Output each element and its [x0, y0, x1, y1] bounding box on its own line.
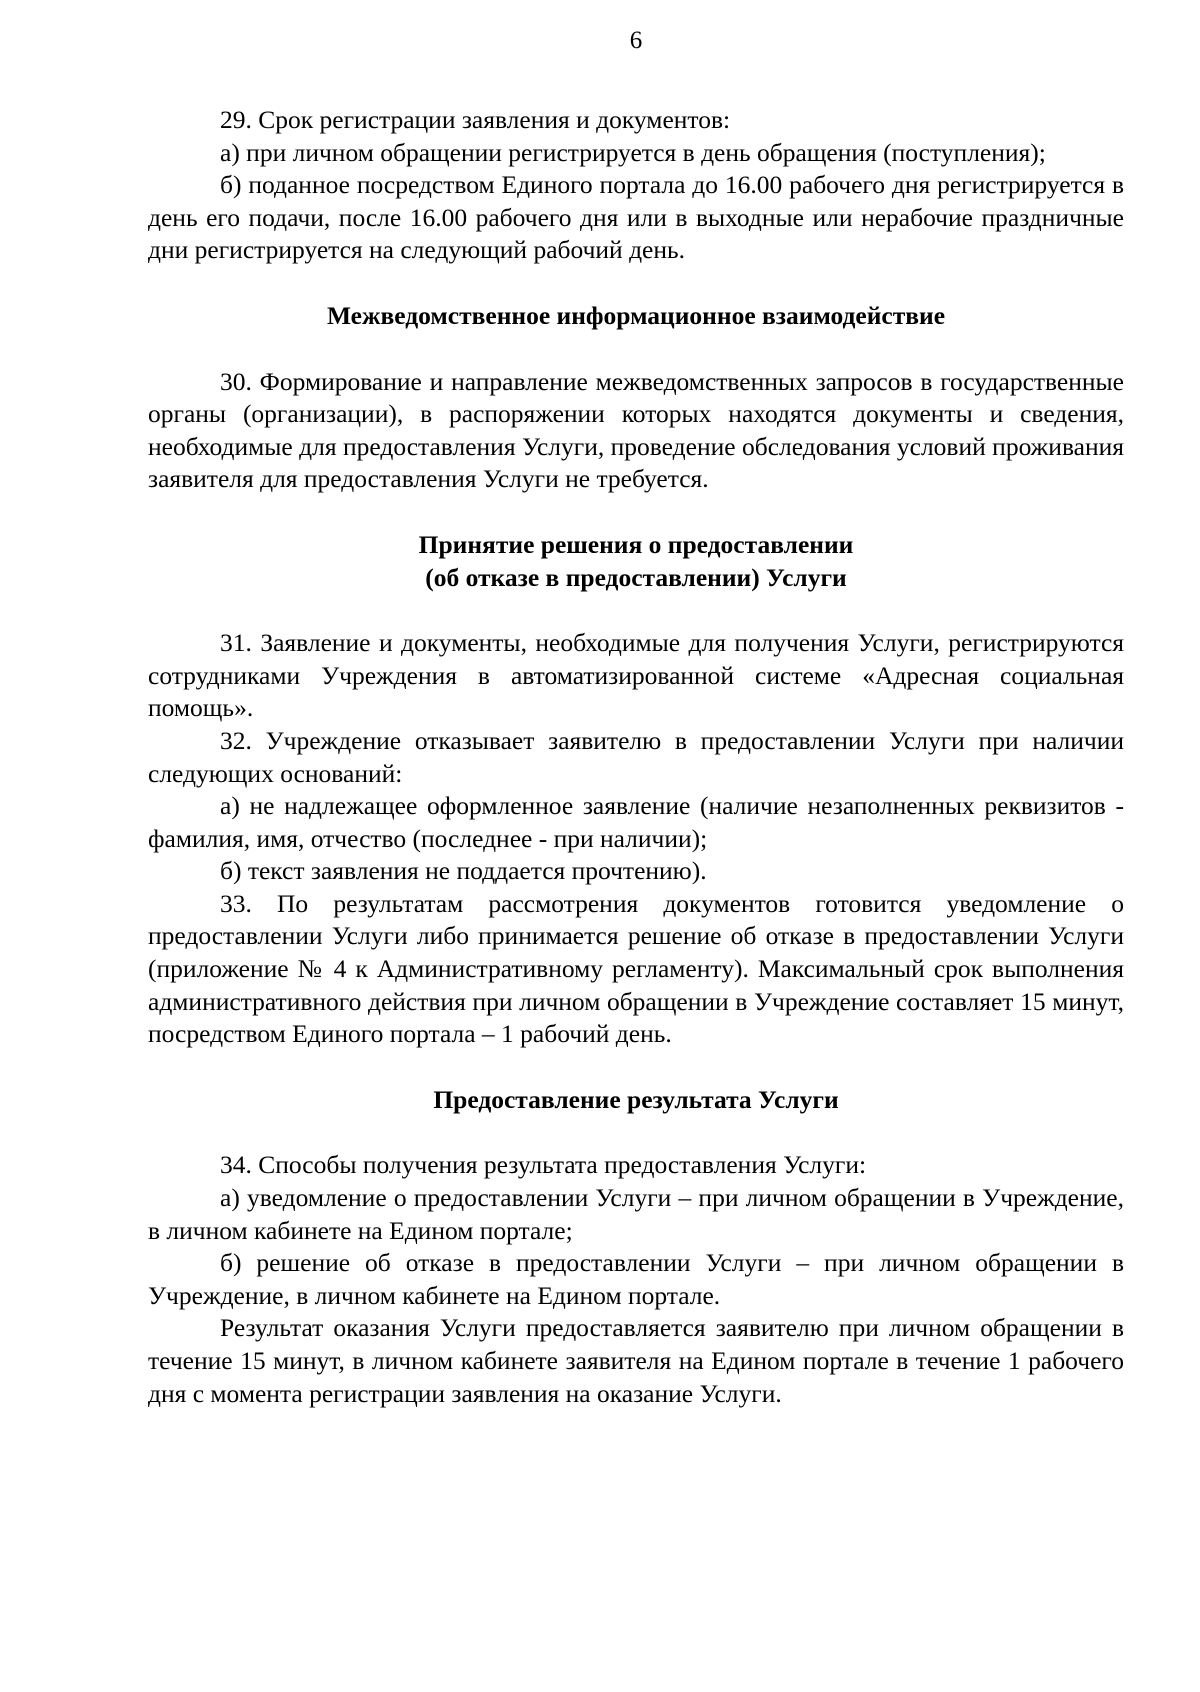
paragraph: 32. Учреждение отказывает заявителю в предоставлении Услуги при наличии следующих оснований: — [148, 725, 1124, 788]
section-spacer — [148, 594, 1124, 627]
paragraph: б) текст заявления не поддается прочтению). — [220, 856, 707, 886]
paragraph: 34. Способы получения результата предоставления Услуги: — [220, 1150, 867, 1180]
section-heading: Принятие решения о предоставлении — [418, 529, 854, 559]
paragraph: б) решение об отказе в предоставлении Услуги – при личном обращении в Учреждение, в личном кабинете на Едином портале. — [148, 1248, 1124, 1310]
paragraph: а) при личном обращении регистрируется в день обращения (поступления); — [220, 137, 1046, 167]
section-spacer — [148, 333, 1124, 366]
paragraph: 31. Заявление и документы, необходимые для получения Услуги, регистрируются сотрудниками Учреждения в автоматизированной системе «Адресная социальная помощь». — [148, 628, 1124, 723]
document-body — [148, 104, 1124, 1410]
section-spacer — [148, 496, 1124, 529]
section-heading: (об отказе в предоставлении) Услуги — [425, 562, 847, 592]
section-spacer — [148, 267, 1124, 300]
paragraph: Результат оказания Услуги предоставляется заявителю при личном обращении в течение 15 минут, в личном кабинете заявителя на Едином портале в течение 1 рабочего дня с момента регистрации заявления на оказание Услуги. — [148, 1313, 1124, 1408]
paragraph: 29. Срок регистрации заявления и документов: — [220, 105, 731, 134]
paragraph: 33. По результатам рассмотрения документов готовится уведомление о предоставлении Услуги либо принимается решение об отказе в предоставлении Услуги (приложение № 4 к Административному регламенту). Максимальный срок выполнения административного действия при личном обращении в Учреждение составляет 15 минут, посредством Единого портала – 1 рабочий день. — [148, 888, 1124, 1049]
page-number: 6 — [629, 27, 643, 54]
document-page — [148, 0, 1124, 1692]
paragraph: а) не надлежащее оформленное заявление (наличие незаполненных реквизитов - фамилия, имя, отчество (последнее - при наличии); — [148, 791, 1124, 853]
paragraph: 30. Формирование и направление межведомственных запросов в государственные органы (организации), в распоряжении которых находятся документы и сведения, необходимые для предоставления Услуги, проведение обследования условий проживания заявителя для предоставления Услуги не требуется. — [148, 366, 1124, 494]
paragraph: б) поданное посредством Единого портала до 16.00 рабочего дня регистрируется в день его подачи, после 16.00 рабочего дня или в выходные или нерабочие праздничные дни регистрируется на следующий рабочий день. — [148, 170, 1124, 265]
paragraph: а) уведомление о предоставлении Услуги – при личном обращении в Учреждение, в личном кабинете на Едином портале; — [148, 1183, 1124, 1245]
section-heading: Межведомственное информационное взаимодействие — [326, 300, 946, 330]
section-spacer — [148, 1116, 1124, 1149]
section-spacer — [148, 1051, 1124, 1084]
section-heading: Предоставление результата Услуги — [433, 1084, 839, 1114]
